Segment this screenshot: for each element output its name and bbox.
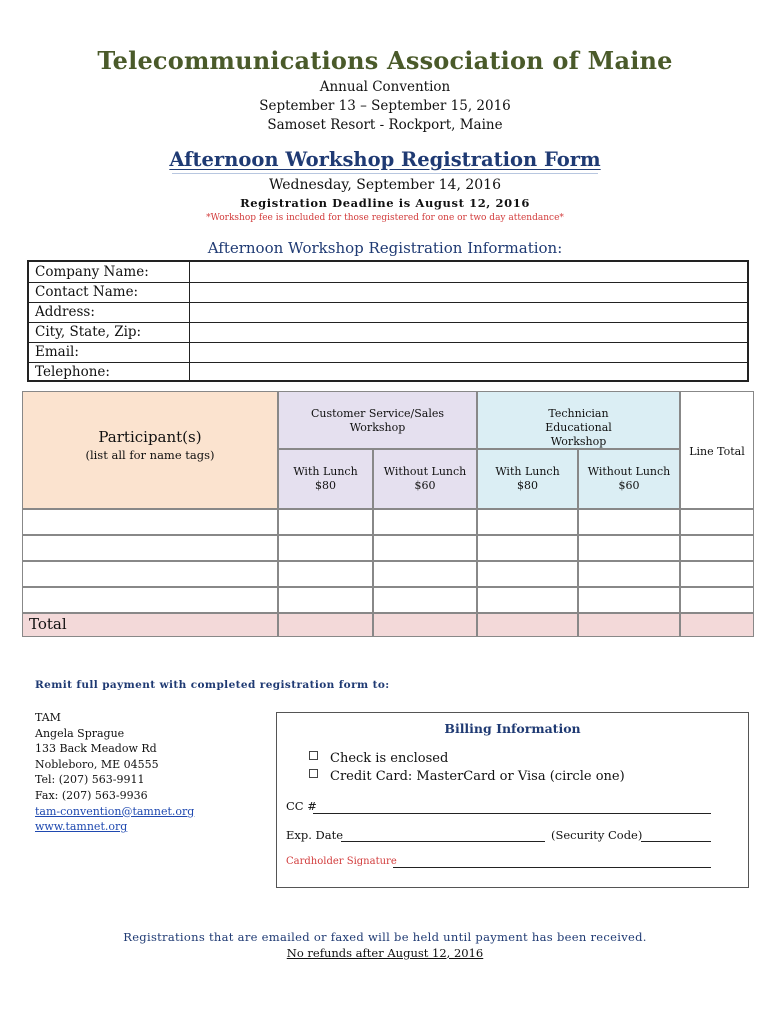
- check-enclosed-label: Check is enclosed: [330, 751, 449, 766]
- participants-subheader: (list all for name tags): [85, 448, 215, 462]
- form-title-text: Afternoon Workshop Registration Form: [169, 148, 601, 171]
- cs-with-lunch-label: With Lunch: [293, 465, 358, 478]
- total-cell[interactable]: [578, 613, 680, 637]
- participant-entry-cell[interactable]: [373, 561, 477, 587]
- line-total-cell[interactable]: [680, 587, 754, 613]
- email-label: Email:: [35, 344, 79, 360]
- participants-header: Participant(s): [98, 428, 202, 446]
- security-code-field[interactable]: [641, 841, 711, 842]
- convention-venue: Samoset Resort - Rockport, Maine: [267, 117, 503, 133]
- telephone-label: Telephone:: [35, 364, 110, 380]
- remit-line: Tel: (207) 563-9911: [35, 773, 145, 787]
- technician-group: Technician Educational Workshop: [477, 391, 680, 449]
- cc-label: CC #: [286, 799, 317, 813]
- remit-line: TAM: [35, 711, 61, 724]
- remit-address: [35, 710, 194, 835]
- info-row-address: [29, 302, 747, 323]
- participant-name-cell[interactable]: [22, 509, 278, 535]
- total-cell[interactable]: [477, 613, 578, 637]
- check-enclosed-option[interactable]: [309, 751, 448, 766]
- info-row-contact: [29, 282, 747, 303]
- cs-with-lunch-header: [278, 449, 373, 509]
- participant-name-cell[interactable]: [22, 535, 278, 561]
- customer-service-group: Customer Service/Sales Workshop: [278, 391, 477, 449]
- participant-entry-cell[interactable]: [373, 509, 477, 535]
- convention-dates: September 13 – September 15, 2016: [259, 98, 511, 114]
- city-state-zip-field[interactable]: [189, 322, 747, 342]
- checkbox-icon[interactable]: [309, 769, 318, 778]
- city-state-zip-label: City, State, Zip:: [35, 324, 142, 340]
- security-code-label: (Security Code): [551, 828, 643, 842]
- participant-entry-cell[interactable]: [578, 587, 680, 613]
- participant-entry-cell[interactable]: [578, 509, 680, 535]
- remit-heading: Remit full payment with completed registration form to:: [35, 679, 390, 691]
- participant-name-cell[interactable]: [22, 561, 278, 587]
- grand-total-cell[interactable]: [680, 613, 754, 637]
- registration-deadline: Registration Deadline is August 12, 2016: [240, 196, 530, 210]
- remit-line: Fax: (207) 563-9936: [35, 788, 148, 802]
- address-label: Address:: [35, 304, 95, 320]
- line-total-cell[interactable]: [680, 509, 754, 535]
- participant-entry-cell[interactable]: [278, 561, 373, 587]
- contact-name-field[interactable]: [189, 282, 747, 302]
- company-name-field[interactable]: [189, 262, 747, 282]
- remit-line: Angela Sprague: [35, 726, 125, 740]
- line-total-cell[interactable]: [680, 535, 754, 561]
- participant-entry-cell[interactable]: [373, 587, 477, 613]
- cs-with-lunch-price: $80: [315, 479, 336, 492]
- info-row-company: [29, 262, 747, 283]
- tech-with-lunch-label: With Lunch: [495, 465, 560, 478]
- participants-header-cell: [22, 391, 278, 509]
- line-total-header: Line Total: [689, 445, 745, 458]
- footer-notice: Registrations that are emailed or faxed will be held until payment has been received.: [123, 930, 647, 944]
- billing-title: Billing Information: [444, 721, 581, 736]
- email-field[interactable]: [189, 342, 747, 362]
- info-heading: Afternoon Workshop Registration Information:: [207, 239, 563, 257]
- event-date: Wednesday, September 14, 2016: [269, 177, 501, 193]
- tech-with-lunch-header: [477, 449, 578, 509]
- address-field[interactable]: [189, 302, 747, 322]
- tech-without-lunch-price: $60: [618, 479, 640, 492]
- cc-number-field[interactable]: [313, 813, 711, 814]
- participant-entry-cell[interactable]: [278, 535, 373, 561]
- tech-without-lunch-label: Without Lunch: [587, 465, 671, 478]
- email-link[interactable]: tam-convention@tamnet.org: [35, 804, 195, 818]
- info-table: [27, 260, 749, 382]
- cardholder-signature-label: Cardholder Signature: [286, 856, 397, 867]
- credit-card-option[interactable]: [309, 769, 625, 784]
- participant-entry-cell[interactable]: [578, 561, 680, 587]
- exp-date-label: Exp. Date: [286, 828, 344, 842]
- total-cell[interactable]: [373, 613, 477, 637]
- participant-entry-cell[interactable]: [278, 587, 373, 613]
- cardholder-signature-field[interactable]: [393, 867, 711, 868]
- participant-entry-cell[interactable]: [278, 509, 373, 535]
- participant-entry-cell[interactable]: [477, 587, 578, 613]
- line-total-cell[interactable]: [680, 561, 754, 587]
- line-total-header-cell: [680, 391, 754, 509]
- website-link[interactable]: www.tamnet.org: [35, 820, 128, 834]
- participant-entry-cell[interactable]: [578, 535, 680, 561]
- contact-name-label: Contact Name:: [35, 284, 139, 300]
- remit-line: 133 Back Meadow Rd: [35, 742, 157, 756]
- info-row-city: [29, 322, 747, 343]
- convention-name: Annual Convention: [319, 79, 451, 95]
- cs-without-lunch-label: Without Lunch: [383, 465, 467, 478]
- exp-date-field[interactable]: [341, 841, 545, 842]
- remit-line: Nobleboro, ME 04555: [35, 757, 159, 771]
- participant-entry-cell[interactable]: [477, 561, 578, 587]
- participant-table: [22, 391, 754, 637]
- fee-note: *Workshop fee is included for those registered for one or two day attendance*: [206, 213, 564, 223]
- credit-card-label: Credit Card: MasterCard or Visa (circle one): [330, 769, 625, 784]
- title-rule: [172, 173, 598, 174]
- company-name-label: Company Name:: [35, 264, 149, 280]
- participant-name-cell[interactable]: [22, 587, 278, 613]
- org-title: Telecommunications Association of Maine: [97, 46, 673, 75]
- telephone-field[interactable]: [189, 362, 747, 382]
- checkbox-icon[interactable]: [309, 751, 318, 760]
- participant-entry-cell[interactable]: [477, 535, 578, 561]
- participant-entry-cell[interactable]: [477, 509, 578, 535]
- billing-box: [276, 712, 749, 888]
- cs-without-lunch-header: [373, 449, 477, 509]
- participant-entry-cell[interactable]: [373, 535, 477, 561]
- refund-notice: No refunds after August 12, 2016: [286, 946, 484, 960]
- tech-without-lunch-header: [578, 449, 680, 509]
- tech-with-lunch-price: $80: [517, 479, 538, 492]
- info-row-telephone: [29, 362, 747, 382]
- info-row-email: [29, 342, 747, 363]
- form-title: [0, 148, 770, 171]
- cs-without-lunch-price: $60: [414, 479, 436, 492]
- total-cell[interactable]: [278, 613, 373, 637]
- total-label: Total: [22, 613, 278, 637]
